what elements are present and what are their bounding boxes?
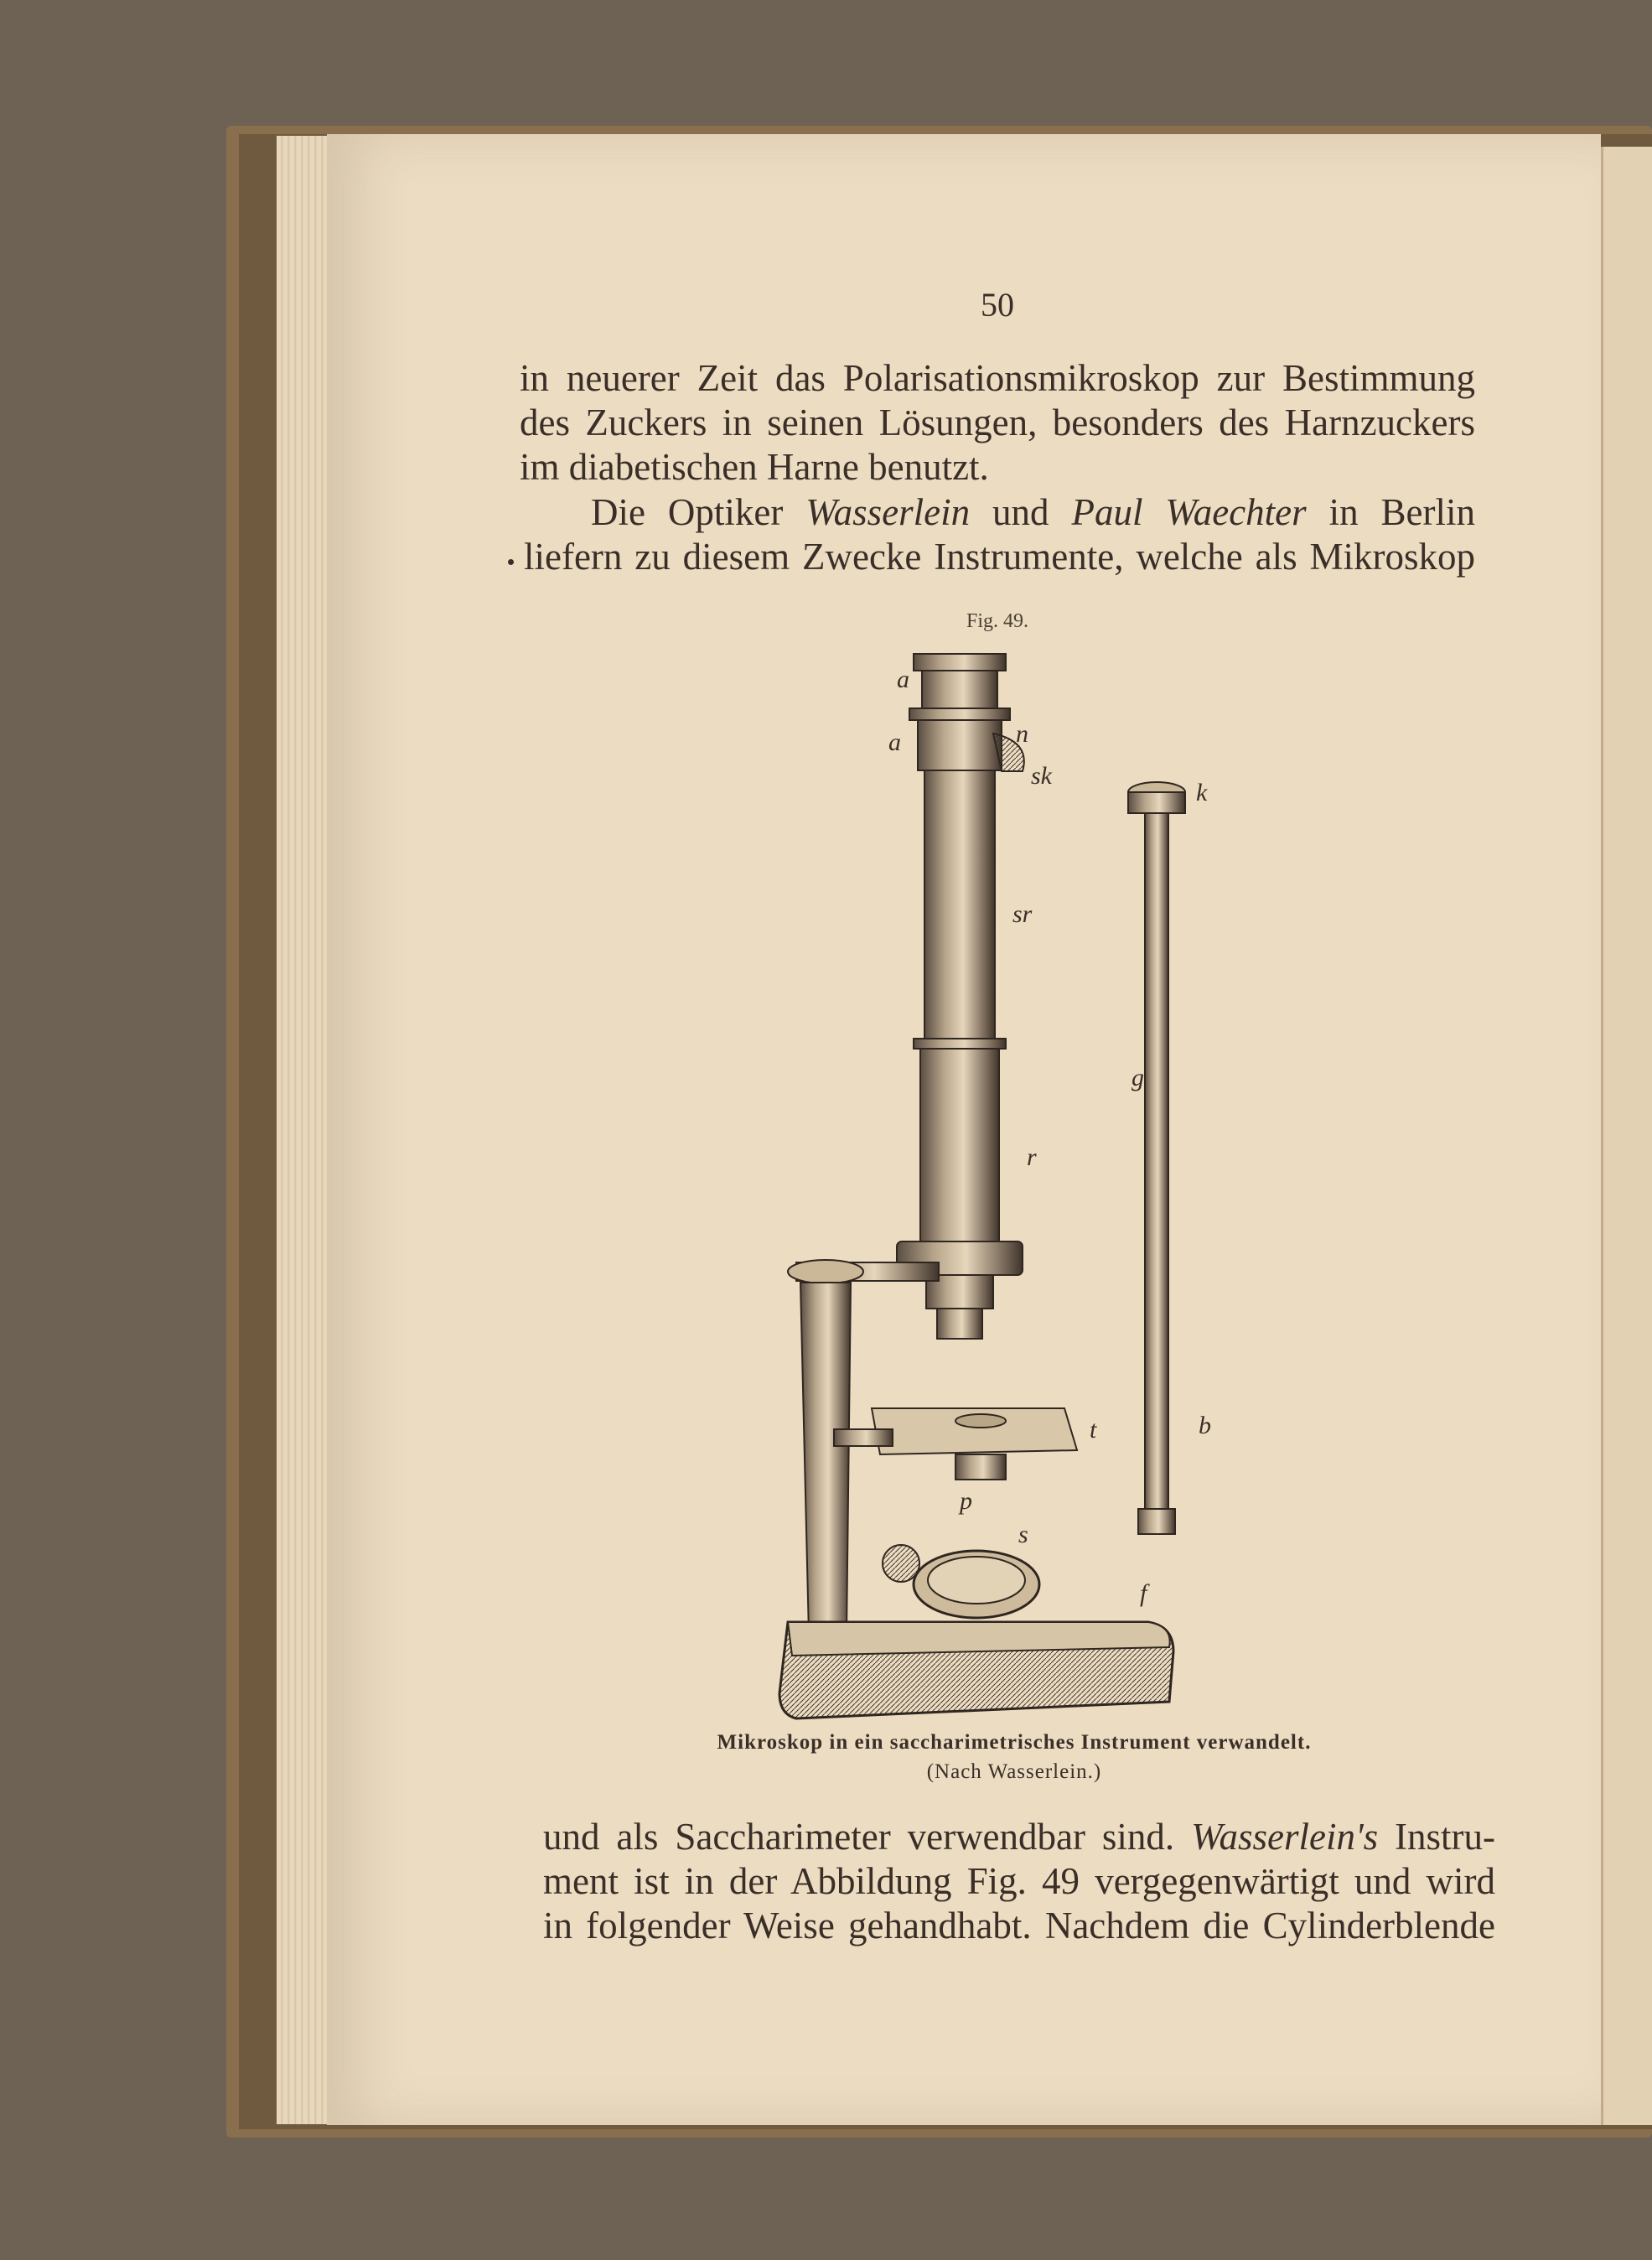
stage-clamp bbox=[834, 1429, 893, 1446]
label-f: f bbox=[1140, 1579, 1147, 1607]
stage-aperture bbox=[955, 1414, 1006, 1428]
figure-caption: Mikroskop in ein saccharimetrisches Instrument verwandelt. bbox=[717, 1731, 1312, 1754]
eyepiece-cap bbox=[914, 654, 1006, 671]
label-r: r bbox=[1027, 1143, 1037, 1171]
p2-text-c: in Berlin bbox=[1306, 491, 1475, 533]
analyzer bbox=[918, 720, 1002, 770]
p2-name-wasserlein: Wasserlein bbox=[805, 491, 971, 533]
paragraph1-line2: des Zuckers in seinen Lösungen, besonders des Harnzuckers bbox=[520, 402, 1475, 443]
figure-caption-source: (Nach Wasserlein.) bbox=[926, 1760, 1102, 1783]
analyzer-ring bbox=[909, 708, 1010, 720]
microscope-figure bbox=[754, 637, 1224, 1727]
label-g: g bbox=[1132, 1064, 1144, 1091]
label-b: b bbox=[1199, 1412, 1211, 1439]
label-sr: sr bbox=[1012, 900, 1033, 928]
next-page-edge bbox=[1601, 147, 1652, 2125]
p3-text-b: Instru- bbox=[1378, 1816, 1495, 1858]
tube-collar bbox=[914, 1039, 1006, 1049]
upper-tube bbox=[924, 770, 995, 1039]
paragraph2-line1 bbox=[591, 490, 1475, 534]
label-a-mid: a bbox=[888, 728, 901, 756]
label-k: k bbox=[1196, 779, 1208, 806]
p2-name-waechter: Paul Waechter bbox=[1071, 491, 1307, 533]
p2-text-b: und bbox=[970, 491, 1072, 533]
label-n: n bbox=[1016, 720, 1028, 748]
paragraph3-line2: ment ist in der Abbildung Fig. 49 vergegenwärtigt und wird bbox=[543, 1860, 1495, 1902]
lower-tube bbox=[920, 1049, 999, 1241]
label-a-top: a bbox=[897, 666, 909, 693]
pillar-top bbox=[788, 1260, 863, 1283]
paragraph1-line3: im diabetischen Harne benutzt. bbox=[520, 446, 989, 488]
label-p: p bbox=[960, 1487, 972, 1515]
figure-label: Fig. 49. bbox=[966, 610, 1028, 632]
label-sk: sk bbox=[1031, 762, 1052, 790]
paragraph3-line3: in folgender Weise gehandhabt. Nachdem die Cylinderblende bbox=[543, 1905, 1495, 1946]
pillar bbox=[800, 1283, 851, 1635]
p2-text-a: Die Optiker bbox=[591, 491, 806, 533]
p3-text-a: und als Saccharimeter verwendbar sind. bbox=[543, 1816, 1192, 1858]
objective-tip bbox=[937, 1309, 982, 1339]
tube-g-bottom bbox=[1138, 1509, 1175, 1534]
label-s: s bbox=[1018, 1521, 1028, 1548]
margin-dot bbox=[508, 559, 514, 565]
tube-g-top bbox=[1128, 792, 1185, 813]
paragraph3-line1 bbox=[543, 1815, 1495, 1858]
p3-name-wasserlein: Wasserlein's bbox=[1191, 1816, 1379, 1858]
mirror-glass bbox=[928, 1557, 1025, 1604]
eyepiece bbox=[922, 671, 997, 708]
label-t: t bbox=[1090, 1416, 1097, 1444]
polarizer bbox=[955, 1454, 1006, 1480]
paragraph2-line2: liefern zu diesem Zwecke Instrumente, welche als Mikroskop bbox=[524, 536, 1475, 578]
paragraph1-line1: in neuerer Zeit das Polarisationsmikroskop zur Bestimmung bbox=[520, 357, 1475, 399]
tube-g bbox=[1145, 813, 1168, 1509]
page-number: 50 bbox=[981, 286, 1014, 324]
